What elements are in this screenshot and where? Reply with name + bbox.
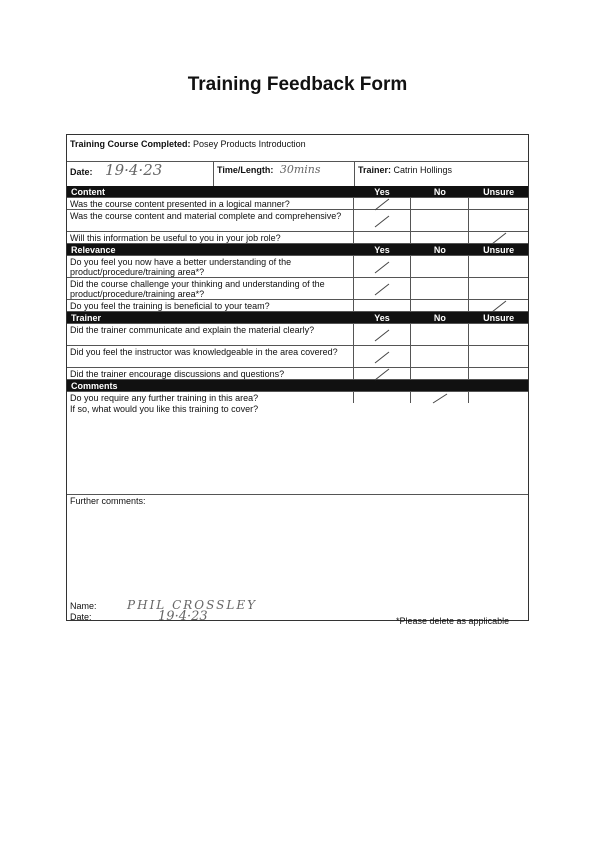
column-header-unsure: Unsure: [483, 187, 515, 197]
column-header-yes: Yes: [354, 244, 412, 255]
tick-mark-icon: [411, 392, 468, 403]
column-header-yes: Yes: [354, 312, 412, 323]
answer-yes-cell[interactable]: [354, 324, 412, 345]
question-row: [67, 345, 528, 367]
trainer-value: Catrin Hollings: [393, 165, 453, 175]
answer-no-cell[interactable]: [411, 256, 469, 277]
cover-area[interactable]: [67, 403, 528, 494]
column-header-unsure: Unsure: [483, 313, 515, 323]
answer-yes-cell[interactable]: [354, 368, 412, 379]
tick-mark-icon: [354, 278, 411, 299]
section-header: [67, 186, 528, 197]
further-training-unsure[interactable]: [469, 392, 528, 403]
answer-no-cell[interactable]: [411, 300, 469, 311]
answer-unsure-cell[interactable]: [469, 368, 528, 379]
cover-prompt: If so, what would you like this training to cover?: [70, 404, 259, 414]
answer-unsure-cell[interactable]: [469, 256, 528, 277]
tick-mark-icon: [354, 256, 411, 277]
answer-yes-cell[interactable]: [354, 346, 412, 367]
name-label: Name:: [70, 601, 97, 611]
answer-no-cell[interactable]: [411, 368, 469, 379]
tick-mark-icon: [469, 300, 528, 311]
date-label: Date:: [70, 167, 93, 177]
further-training-no[interactable]: [411, 392, 469, 403]
comments-title: Comments: [71, 381, 118, 391]
answer-yes-cell[interactable]: [354, 198, 412, 209]
answer-unsure-cell[interactable]: [469, 210, 528, 231]
further-comments-label: Further comments:: [70, 496, 146, 506]
question-text: Did the trainer communicate and explain the material clearly?: [67, 324, 354, 345]
question-row: [67, 323, 528, 345]
question-row: [67, 367, 528, 379]
answer-no-cell[interactable]: [411, 324, 469, 345]
answer-no-cell[interactable]: [411, 278, 469, 299]
feedback-form: [66, 134, 529, 624]
further-training-yes[interactable]: [354, 392, 412, 403]
answer-no-cell[interactable]: [411, 232, 469, 243]
comments-header: [67, 379, 528, 391]
tick-mark-icon: [354, 368, 411, 379]
tick-mark-icon: [354, 210, 411, 231]
course-label: Training Course Completed:: [70, 139, 191, 149]
column-header-no: No: [411, 244, 469, 255]
name-value[interactable]: PHIL CROSSLEY: [127, 598, 258, 612]
info-row: [67, 161, 528, 186]
sign-date-value[interactable]: 19·4·23: [158, 609, 208, 624]
answer-unsure-cell[interactable]: [469, 198, 528, 209]
question-text: Do you feel the training is beneficial to your team?: [67, 300, 354, 311]
column-header-unsure: Unsure: [483, 245, 515, 255]
question-text: Will this information be useful to you in your job role?: [67, 232, 354, 243]
time-length-label: Time/Length:: [217, 165, 274, 175]
column-header-no: No: [411, 186, 469, 197]
answer-yes-cell[interactable]: [354, 232, 412, 243]
answer-yes-cell[interactable]: [354, 256, 412, 277]
answer-unsure-cell[interactable]: [469, 346, 528, 367]
section-title: Trainer: [71, 313, 102, 323]
question-sections: [67, 186, 528, 379]
answer-yes-cell[interactable]: [354, 210, 412, 231]
question-row: [67, 209, 528, 231]
column-header-yes: Yes: [354, 186, 412, 197]
answer-unsure-cell[interactable]: [469, 324, 528, 345]
question-row: [67, 277, 528, 299]
form-title: Training Feedback Form: [187, 74, 408, 95]
question-row: [67, 231, 528, 243]
answer-yes-cell[interactable]: [354, 300, 412, 311]
further-comments-area[interactable]: [67, 494, 528, 598]
time-length-value[interactable]: 30mins: [279, 163, 321, 176]
sign-date-label: Date:: [70, 612, 92, 622]
footnote: *Please delete as applicable: [396, 616, 510, 626]
question-text: Did you feel the instructor was knowledgeable in the area covered?: [67, 346, 354, 367]
section-title: Content: [71, 187, 105, 197]
answer-no-cell[interactable]: [411, 346, 469, 367]
question-text: Do you feel you now have a better understanding of the product/procedure/training area*?: [67, 256, 354, 277]
answer-unsure-cell[interactable]: [469, 300, 528, 311]
question-text: Was the course content and material complete and comprehensive?: [67, 210, 354, 231]
course-row: [67, 135, 528, 161]
trainer-label: Trainer:: [358, 165, 392, 175]
tick-mark-icon: [469, 232, 528, 243]
answer-yes-cell[interactable]: [354, 278, 412, 299]
column-header-no: No: [411, 312, 469, 323]
question-row: [67, 299, 528, 311]
date-value[interactable]: 19·4·23: [105, 161, 163, 179]
further-training-question: Do you require any further training in this area?: [67, 392, 354, 403]
tick-mark-icon: [354, 346, 411, 367]
course-value: Posey Products Introduction: [193, 139, 306, 149]
section-header: [67, 243, 528, 255]
further-training-row: [67, 391, 528, 403]
tick-mark-icon: [354, 324, 411, 345]
question-row: [67, 197, 528, 209]
section-title: Relevance: [71, 245, 116, 255]
question-text: Did the course challenge your thinking and understanding of the product/procedure/training area*?: [67, 278, 354, 299]
tick-mark-icon: [354, 198, 411, 209]
answer-unsure-cell[interactable]: [469, 232, 528, 243]
answer-no-cell[interactable]: [411, 198, 469, 209]
question-text: Was the course content presented in a logical manner?: [67, 198, 354, 209]
section-header: [67, 311, 528, 323]
question-row: [67, 255, 528, 277]
answer-no-cell[interactable]: [411, 210, 469, 231]
question-text: Did the trainer encourage discussions and questions?: [67, 368, 354, 379]
answer-unsure-cell[interactable]: [469, 278, 528, 299]
